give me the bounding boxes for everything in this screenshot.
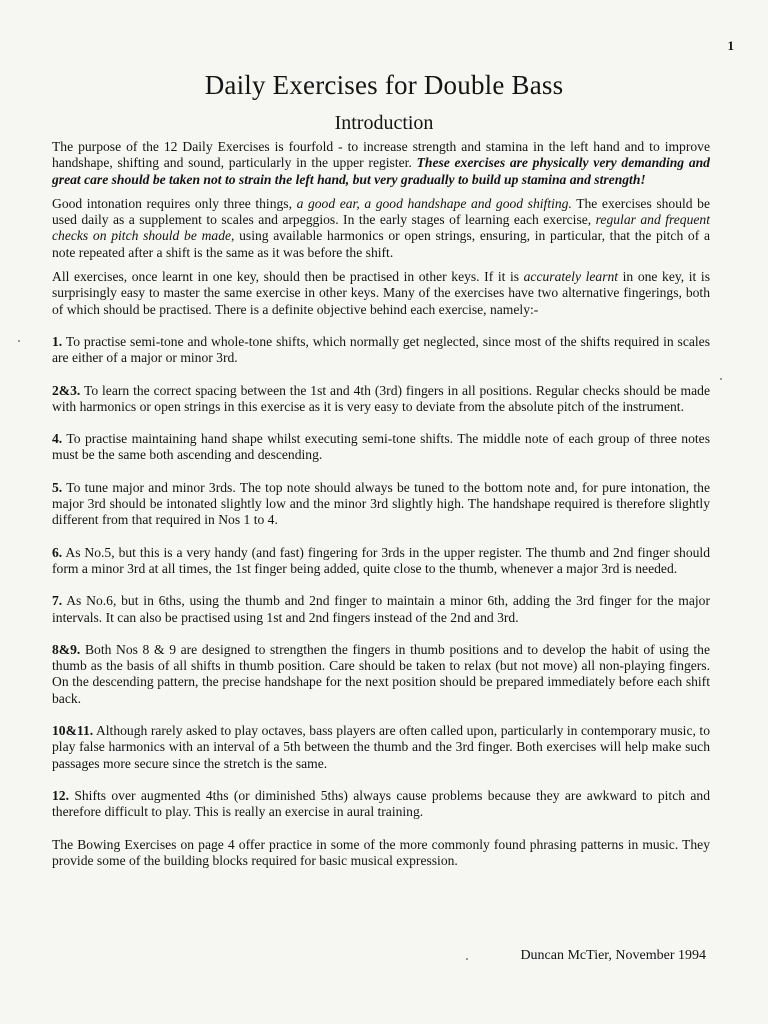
- exercise-text: To practise semi-tone and whole-tone shifts, which normally get neglected, since most of the shifts required in scales are either of a major or minor 3rd.: [52, 333, 710, 366]
- intro-text: The exercises should be used daily as a supplement to scales and arpeggios. In the early stages of learning each exercise,: [52, 195, 710, 228]
- intro-emphasis: regular and frequent checks on pitch should be made,: [52, 212, 710, 244]
- exercise-number: 1.: [52, 333, 63, 349]
- scan-speck: [18, 340, 20, 342]
- page-number: 1: [727, 38, 734, 53]
- intro-text: in one key, it is surprisingly easy to master the same exercise in other keys. Many of the exercises have two alternative fingerings, both of which should be practised. There is a definite objective behind each exercise, namely:-: [52, 269, 710, 317]
- document-title: Daily Exercises for Double Bass: [204, 70, 564, 100]
- exercise-text: To learn the correct spacing between the 1st and 4th (3rd) fingers in all positions. Regular checks should be made with harmonics or open strings in this exercise as it is very easy to deviate from the absolute pitch of the instrument.: [52, 382, 710, 414]
- intro-text: The purpose of the 12 Daily Exercises is fourfold - to increase strength and stamina in the left hand and to improve handshape, shifting and sound, particularly in the upper register.: [52, 139, 710, 171]
- exercise-text: Both Nos 8 & 9 are designed to strengthen the fingers in thumb positions and to develop the habit of using the thumb as the basis of all shifts in thumb position. Care should be taken to relax (but not move) all non-playing fingers. On the descending pattern, the precise handshape for the next position should be prepared immediately before each shift back.: [52, 641, 710, 706]
- exercise-text: As No.5, but this is a very handy (and fast) fingering for 3rds in the upper register. The thumb and 2nd finger should form a minor 3rd at all times, the 1st finger being added, quite close to the thumb, whenever a major 3rd is needed.: [52, 544, 710, 576]
- exercise-item: [52, 334, 710, 367]
- intro-text: All exercises, once learnt in one key, should then be practised in other keys. If it is: [52, 269, 524, 285]
- scan-speck: [466, 958, 468, 960]
- exercise-item: [52, 723, 710, 772]
- exercise-text: Although rarely asked to play octaves, bass players are often called upon, particularly in contemporary music, to play false harmonics with an interval of a 5th between the thumb and the 3rd finger. Both exercises will help make such passages more secure since the stretch is the same.: [52, 723, 710, 771]
- exercise-number: 7.: [52, 593, 63, 609]
- intro-emphasis: a good ear, a good handshape and good shifting.: [296, 195, 572, 211]
- intro-paragraph-intonation: [52, 196, 710, 261]
- intro-text: Good intonation requires only three things,: [52, 195, 297, 211]
- exercise-item: [52, 545, 710, 578]
- closing-paragraph: The Bowing Exercises on page 4 offer practice in some of the more commonly found phrasing patterns in music. They provide some of the building blocks required for basic musical expression.: [52, 836, 710, 868]
- intro-paragraph-keys: [52, 269, 710, 318]
- exercise-number: 8&9.: [52, 641, 81, 657]
- exercise-number: 5.: [52, 479, 63, 495]
- exercise-number: 2&3.: [52, 382, 81, 398]
- exercise-number: 12.: [52, 787, 69, 803]
- scan-speck: [720, 378, 722, 380]
- exercise-item: [52, 480, 710, 529]
- document-body: [52, 139, 710, 877]
- exercise-text: To tune major and minor 3rds. The top note should always be tuned to the bottom note and, for pure intonation, the major 3rd should be intonated slightly low and the minor 3rd slightly high. The handshape required is therefore slightly different from that required in Nos 1 to 4.: [52, 479, 710, 528]
- exercise-text: As No.6, but in 6ths, using the thumb and 2nd finger to maintain a minor 6th, adding the 3rd finger for the major intervals. It can also be practised using 1st and 2nd fingers instead of the 2nd and 3rd.: [52, 593, 710, 625]
- exercise-item: [52, 431, 710, 464]
- exercise-item: [52, 593, 710, 626]
- exercise-text: To practise maintaining hand shape whilst executing semi-tone shifts. The middle note of each group of three notes must be the same both ascending and descending.: [52, 431, 710, 463]
- exercise-item: [52, 642, 710, 707]
- author-signature-line: Duncan McTier, November 1994: [520, 948, 706, 963]
- exercise-item: [52, 788, 710, 821]
- intro-emphasis: accurately learnt: [523, 269, 619, 285]
- intro-text: using available harmonics or open strings, ensuring, in particular, that the pitch of a note repeated after a shift is the same as it was before the shift.: [52, 228, 710, 260]
- exercise-item: [52, 383, 710, 416]
- exercise-number: 4.: [52, 431, 63, 447]
- exercise-text: Shifts over augmented 4ths (or diminished 5ths) always cause problems because they are awkward to pitch and therefore difficult to play. This is really an exercise in aural training.: [52, 787, 710, 820]
- intro-warning: These exercises are physically very demanding and great care should be taken not to strain the left hand, but very gradually to build up stamina and strength!: [52, 155, 710, 187]
- intro-paragraph-purpose: [52, 139, 710, 188]
- exercise-number: 10&11.: [52, 723, 94, 739]
- exercise-number: 6.: [52, 544, 63, 560]
- section-heading: Introduction: [334, 112, 434, 134]
